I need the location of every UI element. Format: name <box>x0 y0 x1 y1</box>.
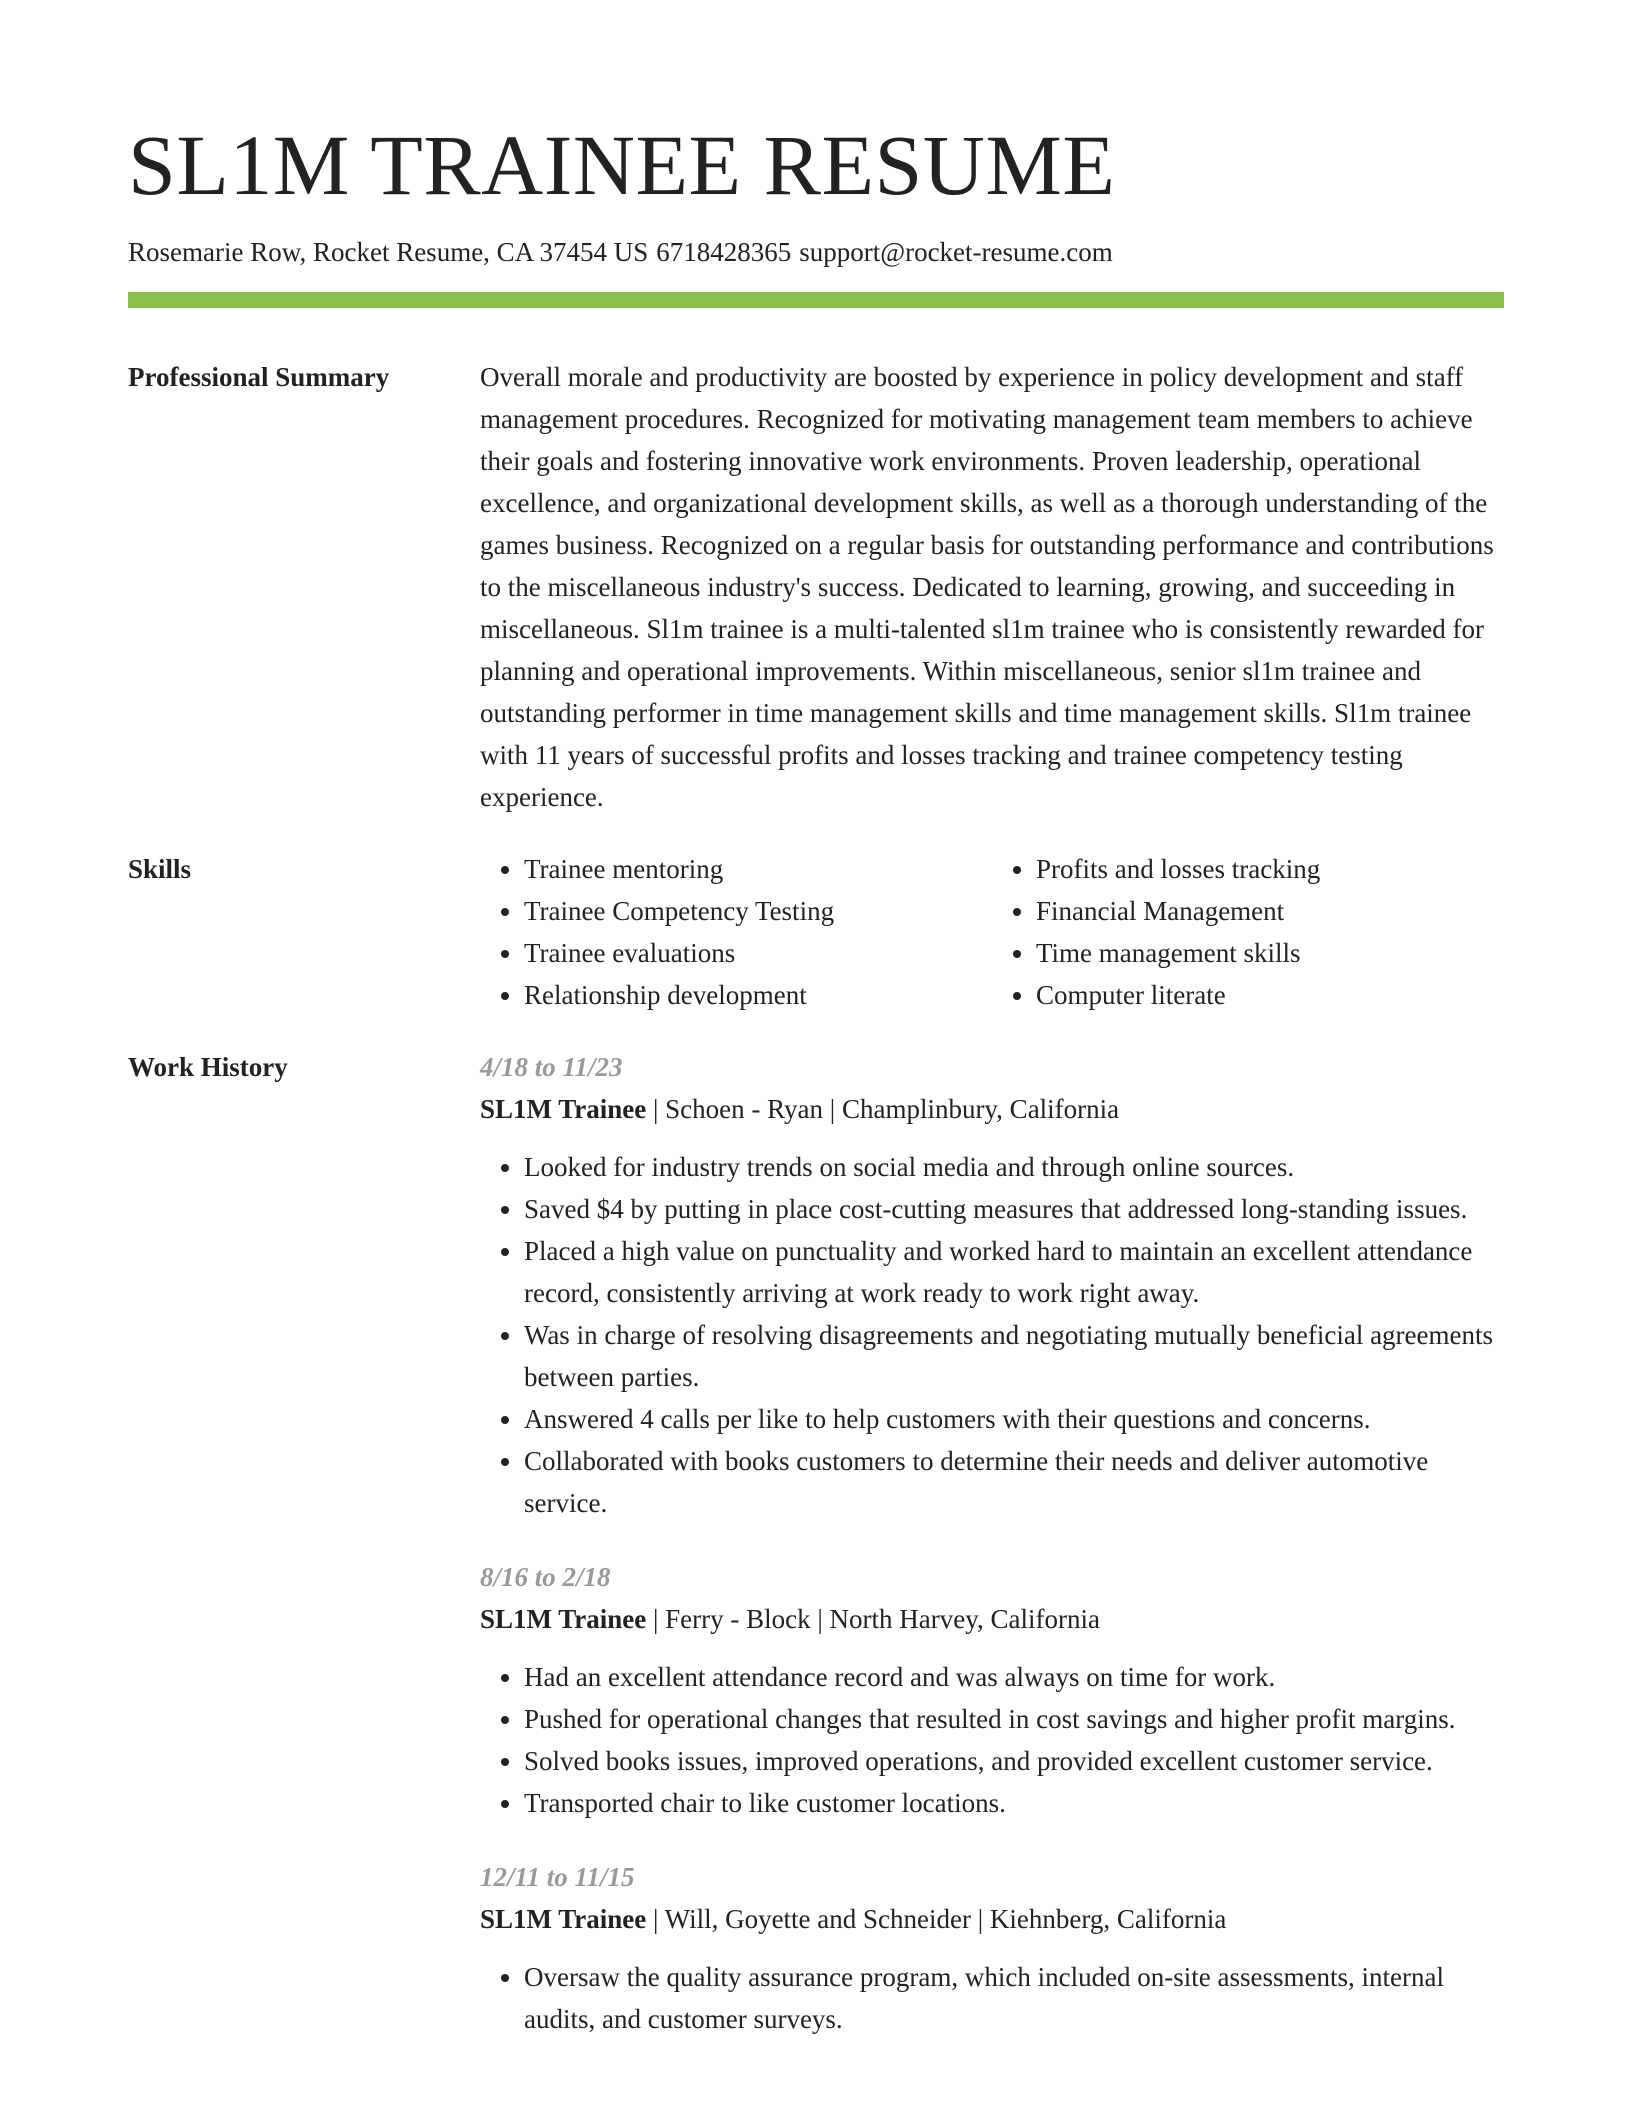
job-company-location: | Ferry - Block | North Harvey, California <box>646 1603 1100 1634</box>
job-title: SL1M Trainee <box>480 1903 647 1934</box>
summary-text: Overall morale and productivity are boosted by experience in policy development and staff management procedures. Recognized for motivating management team members to achieve their goals and fostering innovative work environments. Proven leadership, operational excellence, and organizational development skills, as well as a thorough understanding of the games business. Recognized on a regular basis for outstanding performance and contributions to the miscellaneous industry's success. Dedicated to learning, growing, and succeeding in miscellaneous. Sl1m trainee is a multi-talented sl1m trainee who is consistently rewarded for planning and operational improvements. Within miscellaneous, senior sl1m trainee and outstanding performer in time management skills and time management skills. Sl1m trainee with 11 years of successful profits and losses tracking and trainee competency testing experience. <box>480 361 1494 812</box>
job-company-location: | Schoen - Ryan | Champlinbury, California <box>646 1093 1120 1124</box>
skill-item: • Financial Management <box>1036 890 1504 932</box>
job-bullet: • Saved $4 by putting in place cost-cutting measures that addressed long-standing issues. <box>524 1188 1504 1230</box>
skill-item: • Trainee evaluations <box>524 932 992 974</box>
job-bullet: • Collaborated with books customers to determine their needs and deliver automotive service. <box>524 1440 1504 1524</box>
job-bullet: • Had an excellent attendance record and was always on time for work. <box>524 1656 1504 1698</box>
job-bullets <box>480 1146 1504 1524</box>
skill-item: • Trainee mentoring <box>524 848 992 890</box>
job-bullet: • Looked for industry trends on social media and through online sources. <box>524 1146 1504 1188</box>
job-heading <box>480 1898 1504 1940</box>
job-title: SL1M Trainee <box>480 1603 647 1634</box>
skills-column-left <box>480 848 992 1016</box>
job-bullet: • Was in charge of resolving disagreements and negotiating mutually beneficial agreements between parties. <box>524 1314 1504 1398</box>
job-heading <box>480 1088 1504 1130</box>
work-history-heading: Work History <box>128 1051 288 1082</box>
job-entry <box>480 1556 1504 1824</box>
job-bullet: • Oversaw the quality assurance program, which included on-site assessments, internal audits, and customer surveys. <box>524 1956 1504 2040</box>
header-divider <box>128 292 1504 308</box>
summary-section <box>128 356 1504 818</box>
job-bullet: • Solved books issues, improved operations, and provided excellent customer service. <box>524 1740 1504 1782</box>
contact-phone: 6718428365 <box>656 236 792 267</box>
skill-item: • Computer literate <box>1036 974 1504 1016</box>
skills-heading: Skills <box>128 853 192 884</box>
skill-item: • Time management skills <box>1036 932 1504 974</box>
job-bullet: • Transported chair to like customer locations. <box>524 1782 1504 1824</box>
job-bullet: • Pushed for operational changes that resulted in cost savings and higher profit margins. <box>524 1698 1504 1740</box>
skills-section <box>128 848 1504 1016</box>
work-history-section <box>128 1046 1504 2072</box>
job-bullet: • Placed a high value on punctuality and worked hard to maintain an excellent attendance record, consistently arriving at work ready to work right away. <box>524 1230 1504 1314</box>
contact-line <box>128 235 1504 270</box>
job-bullet: • Answered 4 calls per like to help customers with their questions and concerns. <box>524 1398 1504 1440</box>
job-dates: 8/16 to 2/18 <box>480 1561 611 1592</box>
job-entry <box>480 1046 1504 1524</box>
summary-heading: Professional Summary <box>128 361 390 392</box>
contact-email: support@rocket-resume.com <box>799 236 1113 267</box>
job-entry <box>480 1856 1504 2040</box>
resume-name: SL1M TRAINEE RESUME <box>128 117 1116 213</box>
job-bullets <box>480 1956 1504 2040</box>
skill-item: • Profits and losses tracking <box>1036 848 1504 890</box>
skills-column-right <box>992 848 1504 1016</box>
skills-list <box>480 848 1504 1016</box>
job-bullets <box>480 1656 1504 1824</box>
job-dates: 12/11 to 11/15 <box>480 1861 635 1892</box>
contact-address: Rosemarie Row, Rocket Resume, CA 37454 US <box>128 236 649 267</box>
job-heading <box>480 1598 1504 1640</box>
skill-item: • Relationship development <box>524 974 992 1016</box>
work-history-list <box>480 1046 1504 2072</box>
skill-item: • Trainee Competency Testing <box>524 890 992 932</box>
job-title: SL1M Trainee <box>480 1093 647 1124</box>
job-dates: 4/18 to 11/23 <box>480 1051 623 1082</box>
job-company-location: | Will, Goyette and Schneider | Kiehnberg, California <box>646 1903 1227 1934</box>
